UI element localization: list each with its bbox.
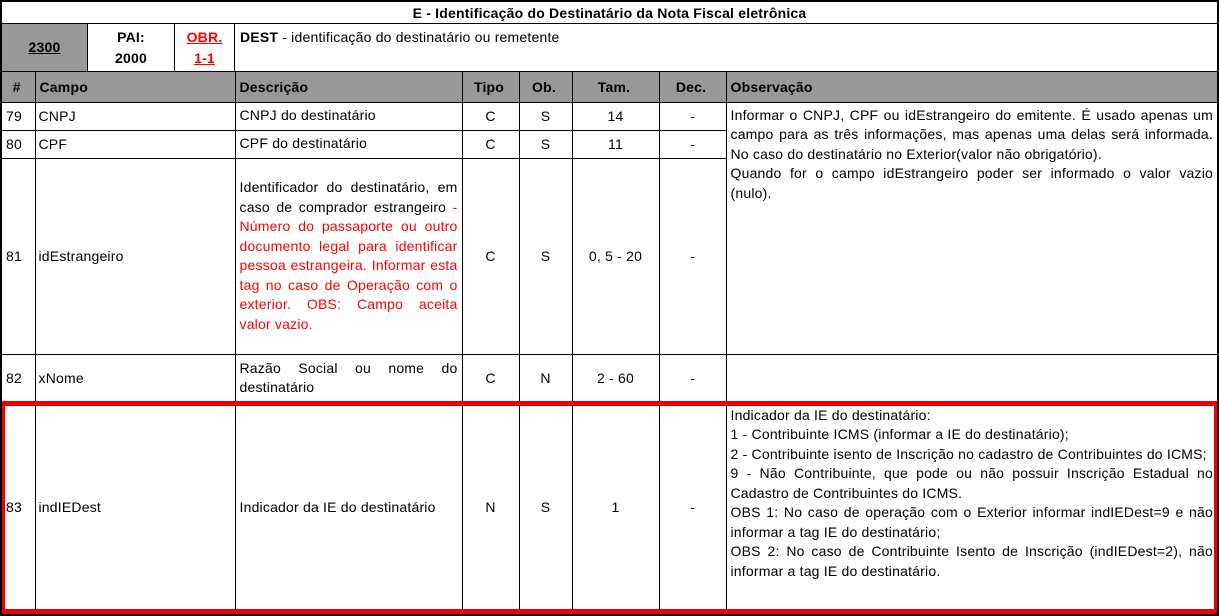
cell-campo: idEstrangeiro [35, 158, 235, 354]
cell-ob: S [519, 402, 572, 612]
col-header-tam: Tam. [572, 72, 659, 102]
cell-num: 83 [2, 402, 35, 612]
group-desc-text: - identificação do destinatário ou remetente [278, 29, 560, 45]
obs-paragraph: 9 - Não Contribuinte, que pode ou não possuir Inscrição Estadual no Cadastro de Contribuintes do ICMS. [730, 465, 1213, 501]
cell-num: 79 [2, 102, 35, 130]
cell-tipo: C [462, 130, 519, 158]
section-title: E - Identificação do Destinatário da Nota Fiscal eletrônica [2, 2, 1217, 24]
obr-label: OBR. [186, 28, 223, 45]
cell-num: 82 [2, 354, 35, 402]
col-header-descricao: Descrição [235, 72, 462, 102]
obr-value: 1-1 [194, 49, 215, 66]
cell-num: 81 [2, 158, 35, 354]
group-code: DEST [240, 29, 279, 45]
obs-paragraph: Informar o CNPJ, CPF ou idEstrangeiro do emitente. É usado apenas um campo para as três informações, mas apenas uma delas será informada. No caso do destinatário no Exterior(valor não obrigatório). [730, 106, 1213, 162]
cell-campo: CPF [35, 130, 235, 158]
cell-campo: CNPJ [35, 102, 235, 130]
cell-descricao: Razão Social ou nome do destinatário [235, 354, 462, 402]
cell-ob: S [519, 102, 572, 130]
cell-observacao [726, 402, 1217, 612]
cell-tam: 0, 5 - 20 [572, 158, 659, 354]
col-header-campo: Campo [35, 72, 235, 102]
group-header-row [2, 24, 1217, 72]
cell-tam: 2 - 60 [572, 354, 659, 402]
cell-tam: 11 [572, 130, 659, 158]
cell-tipo: C [462, 158, 519, 354]
col-header-tipo: Tipo [462, 72, 519, 102]
cell-dec: - [659, 102, 726, 130]
cell-campo: indIEDest [35, 402, 235, 612]
obs-paragraph: Quando for o campo idEstrangeiro poder ser informado o valor vazio (nulo). [730, 165, 1213, 201]
fields-table [2, 72, 1217, 612]
obr-link[interactable] [175, 24, 235, 71]
cell-dec: - [659, 158, 726, 354]
col-header-ob: Ob. [519, 72, 572, 102]
cell-dec: - [659, 130, 726, 158]
cell-ob: S [519, 130, 572, 158]
pai-value: 2000 [115, 49, 147, 66]
obs-paragraph: 1 - Contribuinte ICMS (informar a IE do destinatário); [730, 426, 1069, 442]
cell-tam: 14 [572, 102, 659, 130]
group-id-link[interactable] [2, 24, 88, 71]
cell-dec: - [659, 402, 726, 612]
col-header-observacao: Observação [726, 72, 1217, 102]
table-row-83-highlighted [2, 402, 1217, 612]
obs-paragraph: OBS 2: No caso de Contribuinte Isento de Inscrição (indIEDest=2), não informar a tag IE do destinatário. [730, 543, 1213, 579]
cell-ob: S [519, 158, 572, 354]
table-row-82 [2, 354, 1217, 402]
pai-label: PAI: [117, 28, 145, 45]
group-description [235, 24, 1217, 71]
cell-tam: 1 [572, 402, 659, 612]
cell-descricao: CPF do destinatário [235, 130, 462, 158]
table-header-row [2, 72, 1217, 102]
parent-ref-cell [88, 24, 175, 71]
table-row-79 [2, 102, 1217, 130]
descricao-black-part: Identificador do destinatário, em caso de comprador estrangeiro [239, 179, 458, 215]
cell-observacao-empty [726, 354, 1217, 402]
descricao-red-part: - Número do passaporte ou outro documento legal para identificar pessoa estrangeira. Informar esta tag no caso de Operação com o exterior. OBS: Campo aceita valor vazio. [239, 198, 458, 332]
cell-tipo: N [462, 402, 519, 612]
cell-ob: N [519, 354, 572, 402]
cell-num: 80 [2, 130, 35, 158]
obs-paragraph: 2 - Contribuinte isento de Inscrição no cadastro de Contribuintes do ICMS; [730, 445, 1207, 462]
col-header-dec: Dec. [659, 72, 726, 102]
obs-paragraph: OBS 1: No caso de operação com o Exterior informar indIEDest=9 e não informar a tag IE do destinatário; [730, 504, 1213, 540]
cell-campo: xNome [35, 354, 235, 402]
cell-descricao: CNPJ do destinatário [235, 102, 462, 130]
obs-paragraph: Indicador da IE do destinatário: [730, 406, 931, 423]
col-header-num: # [2, 72, 35, 102]
group-id-label: 2300 [28, 39, 61, 55]
cell-tipo: C [462, 354, 519, 402]
cell-descricao: Indicador da IE do destinatário [235, 402, 462, 612]
cell-tipo: C [462, 102, 519, 130]
cell-observacao-merged [726, 102, 1217, 354]
cell-descricao [235, 158, 462, 354]
cell-dec: - [659, 354, 726, 402]
